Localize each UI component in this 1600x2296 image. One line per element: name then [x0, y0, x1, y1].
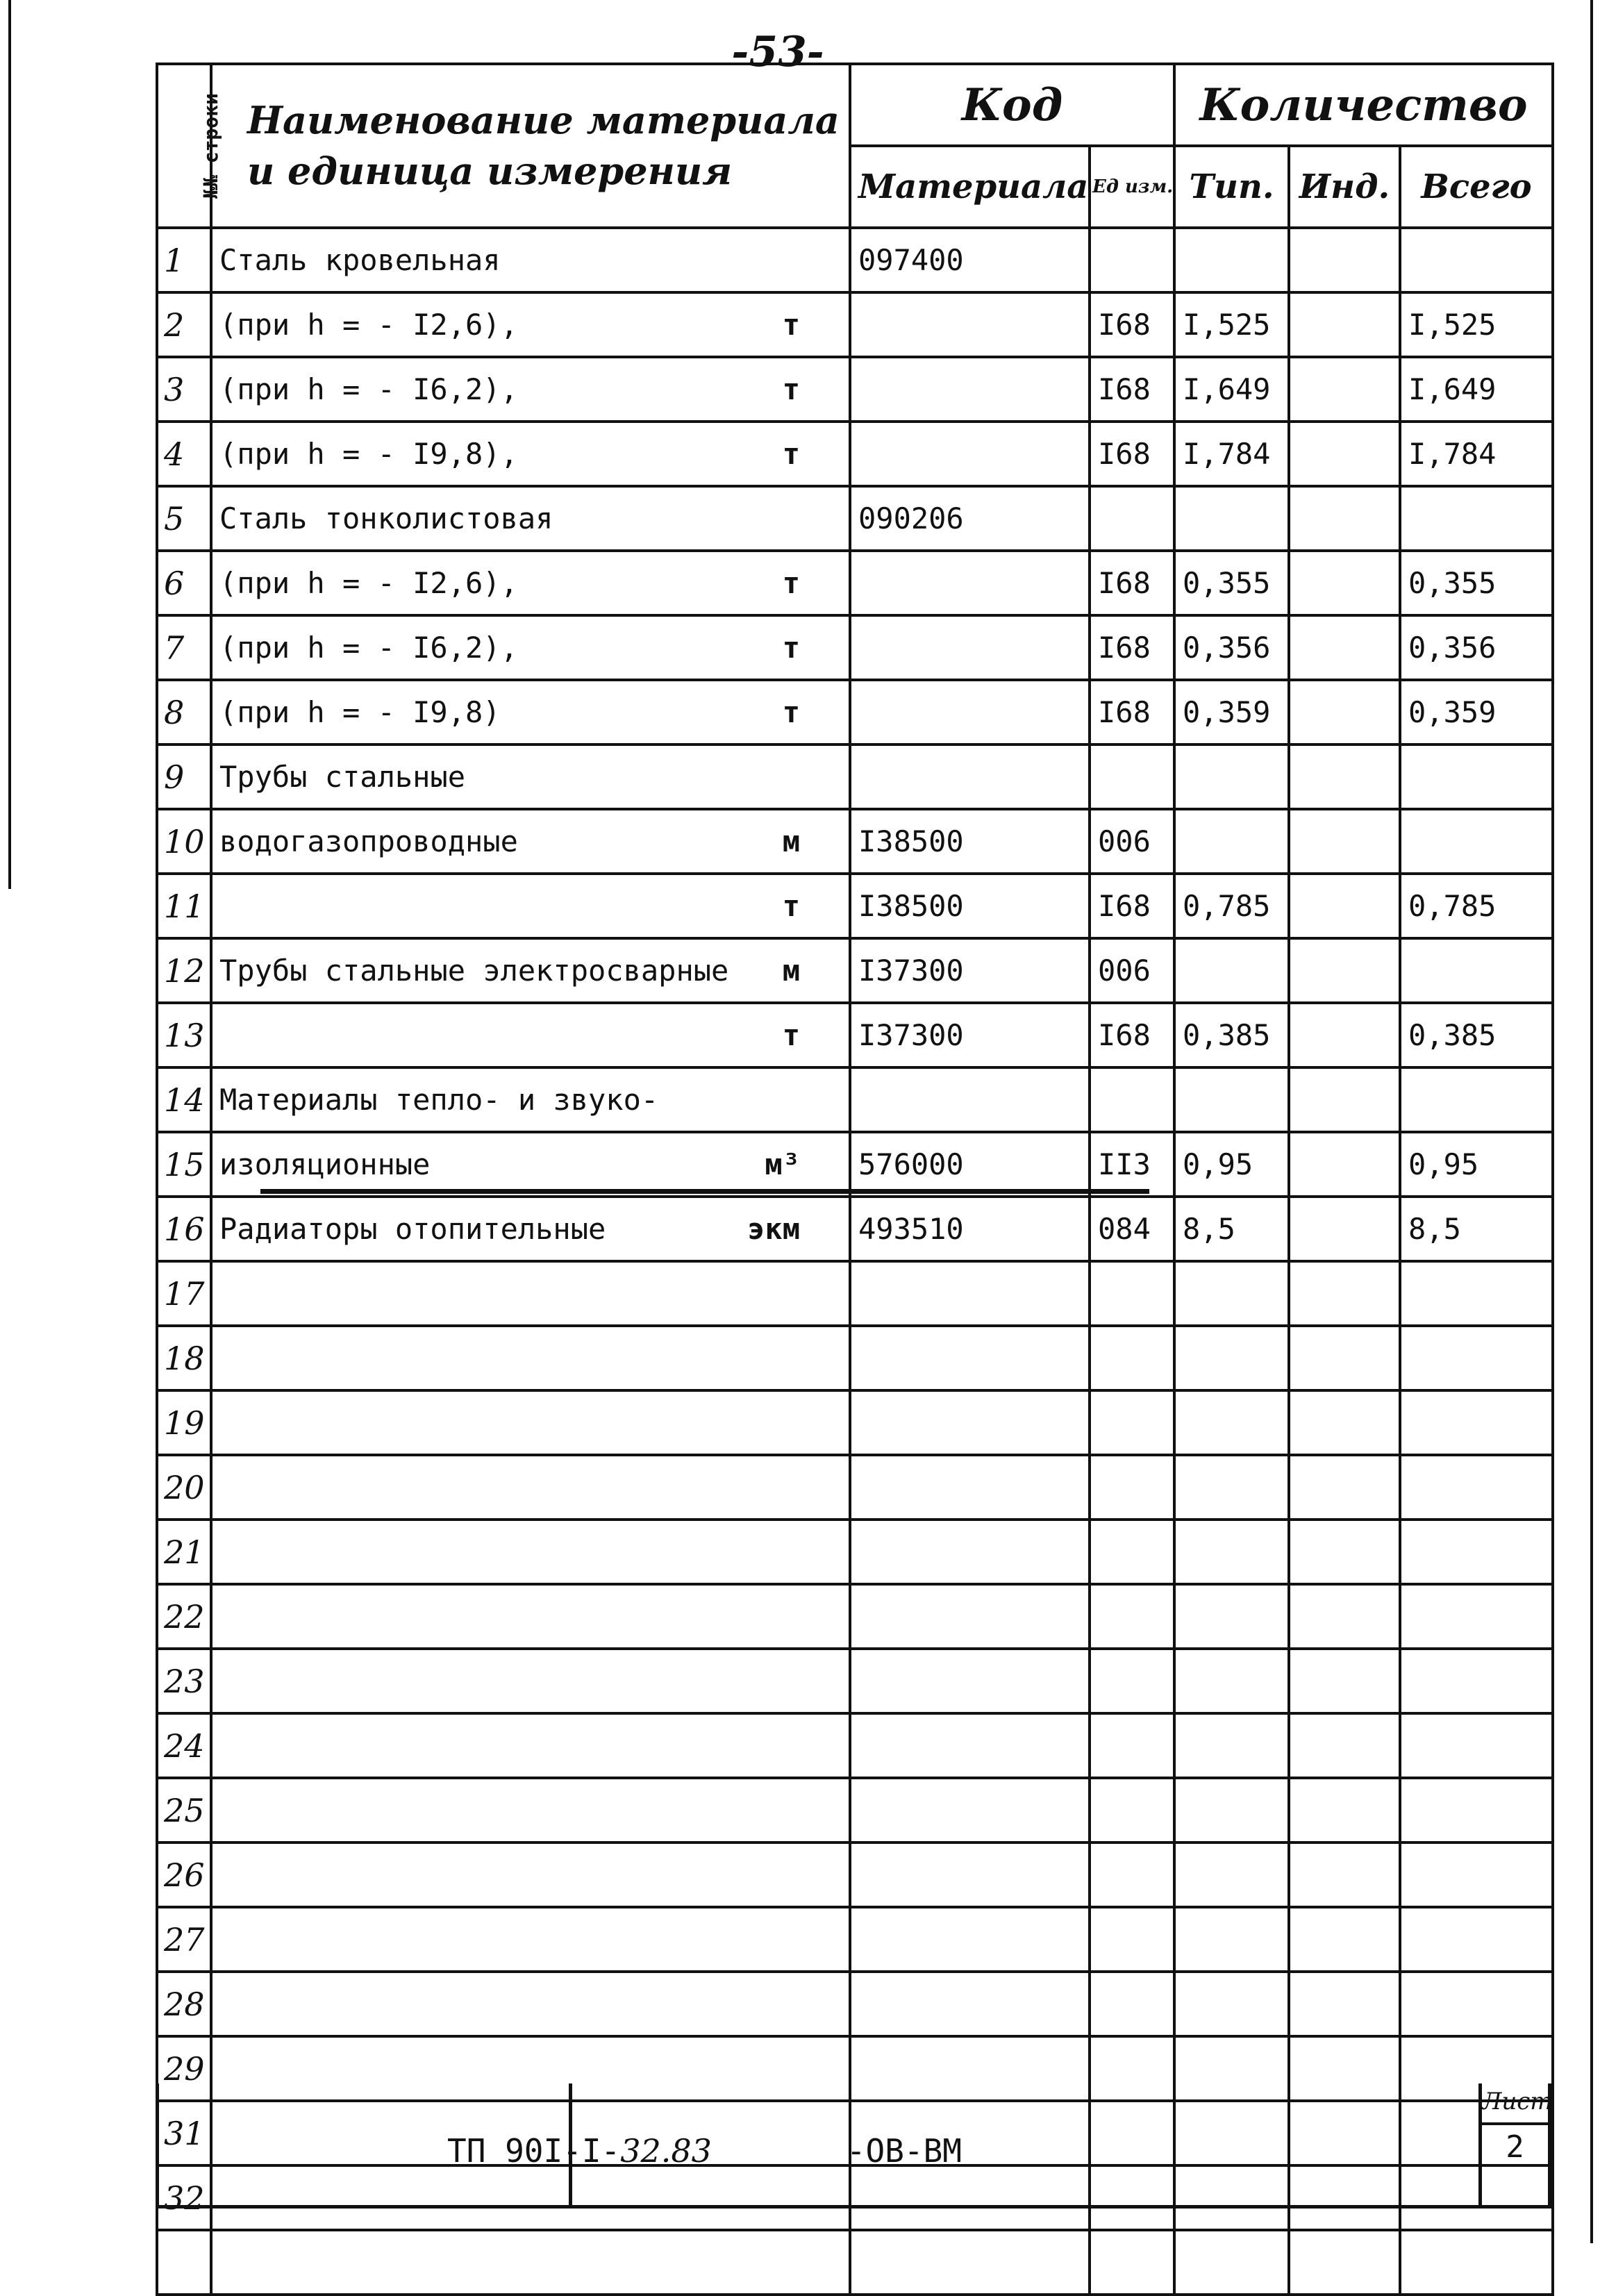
material-name-text: (при h = - I2,6),	[219, 566, 518, 600]
material-code	[850, 1649, 1090, 1713]
unit-code: I68	[1090, 292, 1174, 357]
row-number: 12	[157, 938, 211, 1003]
qty-typical	[1174, 1713, 1289, 1778]
material-name	[211, 809, 850, 874]
table-row	[157, 2230, 1553, 2295]
qty-total	[1400, 1842, 1553, 1907]
material-code	[850, 1842, 1090, 1907]
unit-symbol: м	[782, 954, 800, 988]
qty-individual	[1289, 1972, 1400, 2036]
unit-code	[1090, 1520, 1174, 1584]
table-row	[157, 1067, 1553, 1132]
unit-code	[1090, 1067, 1174, 1132]
qty-total	[1400, 1907, 1553, 1972]
qty-individual	[1289, 486, 1400, 551]
unit-code: 084	[1090, 1197, 1174, 1261]
sheet-label: Лист	[1482, 2088, 1548, 2125]
qty-typical: 0,356	[1174, 615, 1289, 680]
qty-typical	[1174, 1649, 1289, 1713]
row-number: 19	[157, 1390, 211, 1455]
row-number: 6	[157, 551, 211, 615]
unit-code: I68	[1090, 1003, 1174, 1067]
table-row	[157, 1455, 1553, 1520]
row-number: 24	[157, 1713, 211, 1778]
material-code	[850, 1261, 1090, 1326]
unit-symbol: м	[782, 824, 800, 858]
row-number: 1	[157, 228, 211, 292]
material-name	[211, 2230, 850, 2295]
table-row	[157, 1842, 1553, 1907]
unit-code	[1090, 1907, 1174, 1972]
unit-code: 006	[1090, 809, 1174, 874]
material-name	[211, 1649, 850, 1713]
qty-typical	[1174, 1261, 1289, 1326]
unit-symbol: т	[782, 308, 800, 342]
qty-total	[1400, 1584, 1553, 1649]
qty-total	[1400, 486, 1553, 551]
qty-total: 8,5	[1400, 1197, 1553, 1261]
unit-code: I68	[1090, 357, 1174, 422]
unit-code	[1090, 2230, 1174, 2295]
material-name	[211, 1455, 850, 1520]
material-code	[850, 1326, 1090, 1390]
table-row	[157, 292, 1553, 357]
material-name	[211, 744, 850, 809]
material-code: I38500	[850, 874, 1090, 938]
qty-total: 0,359	[1400, 680, 1553, 744]
material-name	[211, 1003, 850, 1067]
qty-individual	[1289, 1907, 1400, 1972]
material-name	[211, 228, 850, 292]
unit-symbol: т	[782, 372, 800, 406]
table-body	[157, 228, 1553, 2295]
row-number: 3	[157, 357, 211, 422]
qty-typical	[1174, 2230, 1289, 2295]
qty-typical: 8,5	[1174, 1197, 1289, 1261]
material-code	[850, 1520, 1090, 1584]
qty-individual	[1289, 1649, 1400, 1713]
material-code	[850, 744, 1090, 809]
qty-typical: 0,385	[1174, 1003, 1289, 1067]
table-row	[157, 938, 1553, 1003]
table-row	[157, 1778, 1553, 1842]
material-name-text: Сталь кровельная	[219, 243, 501, 277]
table-row	[157, 744, 1553, 809]
unit-code	[1090, 1649, 1174, 1713]
unit-symbol: т	[782, 695, 800, 729]
qty-total	[1400, 1520, 1553, 1584]
qty-typical	[1174, 744, 1289, 809]
material-code	[850, 2230, 1090, 2295]
table-row	[157, 1003, 1553, 1067]
qty-typical: I,784	[1174, 422, 1289, 486]
unit-code	[1090, 1326, 1174, 1390]
table-row	[157, 357, 1553, 422]
unit-symbol: т	[782, 566, 800, 600]
qty-individual	[1289, 1455, 1400, 1520]
material-name	[211, 1520, 850, 1584]
material-code	[850, 1713, 1090, 1778]
qty-typical-header: Тип.	[1174, 146, 1289, 228]
qty-individual	[1289, 1326, 1400, 1390]
qty-individual	[1289, 551, 1400, 615]
material-name	[211, 1584, 850, 1649]
row-number: 8	[157, 680, 211, 744]
qty-individual	[1289, 1584, 1400, 1649]
row-number: 29	[157, 2036, 211, 2101]
material-code	[850, 1972, 1090, 2036]
row-number: 18	[157, 1326, 211, 1390]
table-row	[157, 1972, 1553, 2036]
qty-total: I,784	[1400, 422, 1553, 486]
row-number: 15	[157, 1132, 211, 1197]
unit-symbol: м³	[765, 1147, 800, 1181]
qty-typical	[1174, 1326, 1289, 1390]
unit-code	[1090, 744, 1174, 809]
material-code: I37300	[850, 1003, 1090, 1067]
unit-code	[1090, 1972, 1174, 2036]
unit-code: I68	[1090, 422, 1174, 486]
qty-individual	[1289, 1390, 1400, 1455]
qty-total	[1400, 1778, 1553, 1842]
sheet-number: 2	[1506, 2129, 1524, 2165]
table-row	[157, 1326, 1553, 1390]
material-code	[850, 680, 1090, 744]
material-name	[211, 1197, 850, 1261]
qty-total: I,649	[1400, 357, 1553, 422]
material-code	[850, 292, 1090, 357]
row-number: 14	[157, 1067, 211, 1132]
qty-individual	[1289, 1713, 1400, 1778]
unit-code	[1090, 486, 1174, 551]
qty-typical	[1174, 1067, 1289, 1132]
unit-code: II3	[1090, 1132, 1174, 1197]
row-number: 32	[157, 2165, 211, 2230]
qty-typical	[1174, 1972, 1289, 2036]
unit-symbol: т	[782, 437, 800, 471]
material-name	[211, 1326, 850, 1390]
row-number: 5	[157, 486, 211, 551]
code-header: Код	[850, 64, 1174, 146]
material-name	[211, 292, 850, 357]
material-code: 090206	[850, 486, 1090, 551]
qty-individual	[1289, 874, 1400, 938]
row-number: 7	[157, 615, 211, 680]
binding-margin-line	[8, 0, 11, 889]
right-edge-line	[1590, 0, 1593, 2243]
qty-individual	[1289, 228, 1400, 292]
qty-individual	[1289, 292, 1400, 357]
row-number: 16	[157, 1197, 211, 1261]
material-name	[211, 1067, 850, 1132]
qty-individual	[1289, 809, 1400, 874]
material-name-text: водогазопроводные	[219, 824, 518, 858]
material-name	[211, 615, 850, 680]
material-name-text: Сталь тонколистовая	[219, 501, 553, 535]
qty-total	[1400, 1261, 1553, 1326]
qty-typical	[1174, 1907, 1289, 1972]
row-number-header: №№ строки	[157, 64, 211, 228]
material-name-text: Радиаторы отопительные	[219, 1212, 606, 1246]
table-row	[157, 874, 1553, 938]
table-row	[157, 486, 1553, 551]
row-number: 26	[157, 1842, 211, 1907]
qty-individual	[1289, 1842, 1400, 1907]
qty-total	[1400, 2230, 1553, 2295]
row-number: 20	[157, 1455, 211, 1520]
table-row	[157, 1520, 1553, 1584]
unit-code	[1090, 1713, 1174, 1778]
material-name	[211, 551, 850, 615]
table-row	[157, 422, 1553, 486]
qty-typical	[1174, 1455, 1289, 1520]
unit-code	[1090, 1455, 1174, 1520]
qty-typical	[1174, 228, 1289, 292]
qty-total	[1400, 1713, 1553, 1778]
unit-code: 006	[1090, 938, 1174, 1003]
unit-code	[1090, 1261, 1174, 1326]
table-row	[157, 615, 1553, 680]
table-row	[157, 1649, 1553, 1713]
material-name	[211, 486, 850, 551]
qty-total: I,525	[1400, 292, 1553, 357]
sheet-number-cell	[1482, 2083, 1551, 2208]
qty-typical	[1174, 1842, 1289, 1907]
page-number: -53-	[731, 28, 824, 76]
qty-typical: 0,355	[1174, 551, 1289, 615]
qty-individual	[1289, 1067, 1400, 1132]
material-code: I37300	[850, 938, 1090, 1003]
qty-individual	[1289, 1778, 1400, 1842]
table-row	[157, 1197, 1553, 1261]
row-number: 31	[157, 2101, 211, 2165]
row-number: 17	[157, 1261, 211, 1326]
row-number: 22	[157, 1584, 211, 1649]
qty-total: 0,356	[1400, 615, 1553, 680]
row-number: 9	[157, 744, 211, 809]
material-name-text: (при h = - I9,8)	[219, 695, 501, 729]
unit-code	[1090, 1842, 1174, 1907]
row-number	[157, 2230, 211, 2295]
material-code	[850, 1067, 1090, 1132]
row-number: 27	[157, 1907, 211, 1972]
qty-total: 0,385	[1400, 1003, 1553, 1067]
qty-individual	[1289, 1003, 1400, 1067]
material-code: 493510	[850, 1197, 1090, 1261]
material-code: I38500	[850, 809, 1090, 874]
qty-total	[1400, 1326, 1553, 1390]
qty-total	[1400, 1455, 1553, 1520]
qty-typical	[1174, 938, 1289, 1003]
qty-total: 0,95	[1400, 1132, 1553, 1197]
qty-total	[1400, 1649, 1553, 1713]
material-code	[850, 1455, 1090, 1520]
qty-typical	[1174, 1520, 1289, 1584]
document-code: ТП 90I-I-32.83 -ОВ-ВМ	[447, 2132, 962, 2170]
qty-total: 0,355	[1400, 551, 1553, 615]
material-name	[211, 680, 850, 744]
material-code	[850, 1390, 1090, 1455]
material-code	[850, 615, 1090, 680]
material-name	[211, 1778, 850, 1842]
qty-total	[1400, 1067, 1553, 1132]
row-number: 25	[157, 1778, 211, 1842]
unit-code: I68	[1090, 680, 1174, 744]
qty-typical: 0,785	[1174, 874, 1289, 938]
unit-code-header: Ед изм.	[1090, 146, 1174, 228]
unit-symbol: т	[782, 631, 800, 665]
qty-individual-header: Инд.	[1289, 146, 1400, 228]
unit-code	[1090, 228, 1174, 292]
qty-individual	[1289, 1520, 1400, 1584]
table-row	[157, 1132, 1553, 1197]
material-code: 576000	[850, 1132, 1090, 1197]
material-code-header: Материала	[850, 146, 1090, 228]
table-row	[157, 1907, 1553, 1972]
material-name	[211, 422, 850, 486]
qty-typical	[1174, 486, 1289, 551]
materials-table	[156, 63, 1554, 2296]
qty-typical: I,649	[1174, 357, 1289, 422]
qty-total	[1400, 1390, 1553, 1455]
qty-individual	[1289, 1261, 1400, 1326]
material-name-text: (при h = - I2,6),	[219, 308, 518, 342]
material-name-text: Материалы тепло- и звуко-	[219, 1083, 659, 1117]
quantity-header: Количество	[1174, 64, 1553, 146]
qty-typical	[1174, 809, 1289, 874]
table-row	[157, 680, 1553, 744]
material-name-text: (при h = - I6,2),	[219, 631, 518, 665]
material-code	[850, 1584, 1090, 1649]
table-row	[157, 1261, 1553, 1326]
qty-individual	[1289, 744, 1400, 809]
title-block	[156, 2083, 1551, 2208]
row-number: 10	[157, 809, 211, 874]
row-number: 11	[157, 874, 211, 938]
row-number: 21	[157, 1520, 211, 1584]
qty-total	[1400, 1972, 1553, 2036]
qty-typical: 0,359	[1174, 680, 1289, 744]
material-code	[850, 422, 1090, 486]
material-name	[211, 1972, 850, 2036]
qty-individual	[1289, 2230, 1400, 2295]
unit-code: I68	[1090, 551, 1174, 615]
qty-individual	[1289, 1197, 1400, 1261]
material-name-text: изоляционные	[219, 1147, 431, 1181]
qty-individual	[1289, 615, 1400, 680]
unit-symbol: т	[782, 1018, 800, 1052]
material-code: 097400	[850, 228, 1090, 292]
qty-total-header: Всего	[1400, 146, 1553, 228]
material-name	[211, 1261, 850, 1326]
material-name	[211, 938, 850, 1003]
table-row	[157, 809, 1553, 874]
material-code	[850, 1907, 1090, 1972]
material-name-text: (при h = - I9,8),	[219, 437, 518, 471]
qty-individual	[1289, 422, 1400, 486]
qty-total	[1400, 809, 1553, 874]
table-row	[157, 228, 1553, 292]
material-code	[850, 551, 1090, 615]
unit-code	[1090, 1778, 1174, 1842]
unit-code: I68	[1090, 615, 1174, 680]
qty-typical	[1174, 1390, 1289, 1455]
unit-code	[1090, 1390, 1174, 1455]
qty-typical	[1174, 1778, 1289, 1842]
material-name-text: (при h = - I6,2),	[219, 372, 518, 406]
table-row	[157, 551, 1553, 615]
material-name-text: Трубы стальные электросварные	[219, 954, 729, 988]
qty-individual	[1289, 357, 1400, 422]
name-header: Наименование материала и единица измерения	[211, 64, 850, 228]
qty-typical: 0,95	[1174, 1132, 1289, 1197]
qty-typical: I,525	[1174, 292, 1289, 357]
material-name	[211, 357, 850, 422]
row-number: 28	[157, 1972, 211, 2036]
material-code	[850, 1778, 1090, 1842]
qty-individual	[1289, 938, 1400, 1003]
material-name	[211, 1842, 850, 1907]
material-name	[211, 1907, 850, 1972]
row-number: 2	[157, 292, 211, 357]
material-code	[850, 357, 1090, 422]
qty-total	[1400, 228, 1553, 292]
row-number: 23	[157, 1649, 211, 1713]
unit-code: I68	[1090, 874, 1174, 938]
qty-total: 0,785	[1400, 874, 1553, 938]
row-number: 4	[157, 422, 211, 486]
table-row	[157, 1390, 1553, 1455]
table-row	[157, 1713, 1553, 1778]
unit-symbol: т	[782, 889, 800, 923]
closing-strike-line	[260, 1189, 1149, 1194]
qty-individual	[1289, 1132, 1400, 1197]
material-name	[211, 1390, 850, 1455]
qty-individual	[1289, 680, 1400, 744]
unit-code	[1090, 1584, 1174, 1649]
material-name	[211, 1132, 850, 1197]
material-name-text: Трубы стальные	[219, 760, 466, 794]
material-name	[211, 874, 850, 938]
qty-total	[1400, 744, 1553, 809]
table-row	[157, 1584, 1553, 1649]
material-name	[211, 1713, 850, 1778]
row-number: 13	[157, 1003, 211, 1067]
unit-symbol: экм	[747, 1212, 800, 1246]
qty-total	[1400, 938, 1553, 1003]
qty-typical	[1174, 1584, 1289, 1649]
